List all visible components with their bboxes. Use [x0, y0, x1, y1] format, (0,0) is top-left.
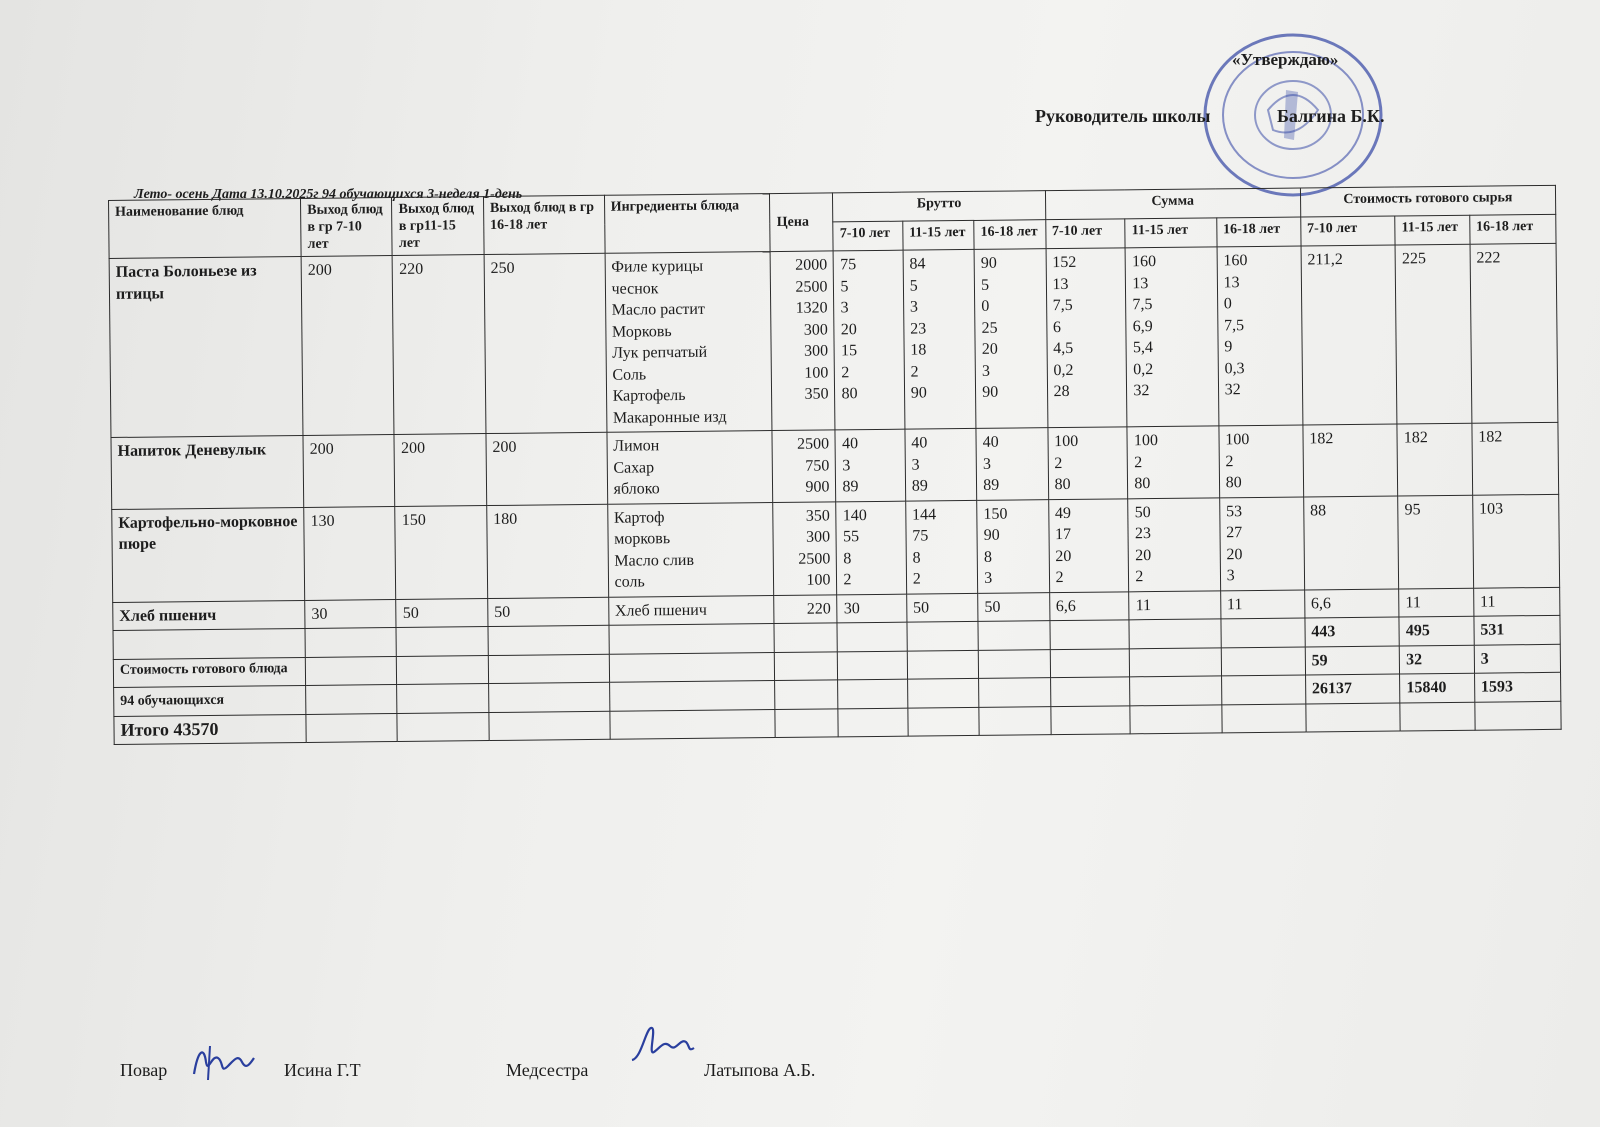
dish-brutto-11-15-line: 18	[910, 341, 927, 359]
dish-ingredients-line: Масло слив	[614, 551, 695, 570]
dish-brutto-7-10-line: 40	[841, 435, 859, 453]
dish-sum-7-10-line: 20	[1055, 547, 1072, 565]
dish-ingredients	[608, 595, 774, 625]
dish-ingredients-line: морковь	[614, 530, 671, 548]
dish-brutto-16-18	[974, 249, 1047, 429]
cook-name: Исина Г.Т	[284, 1060, 361, 1080]
dish-sum-7-10-line: 152	[1052, 253, 1077, 272]
dish-price-line: 350	[804, 385, 829, 403]
dish-sum-7-10	[1048, 498, 1129, 592]
dish-sum-16-18-line: 9	[1224, 338, 1233, 356]
dish-price-line: 300	[805, 528, 831, 546]
dish-price-line: 1320	[795, 299, 828, 317]
dish-brutto-16-18-line: 150	[983, 505, 1008, 523]
dish-row	[112, 494, 1560, 602]
dish-yield-7-10: 30	[305, 599, 397, 628]
dish-cost-raw-16-18: 11	[1473, 587, 1560, 616]
dish-cost-raw-11-15: 182	[1397, 423, 1472, 495]
dish-sum-7-10-line: 80	[1054, 475, 1071, 494]
dish-cost-raw-7-10: 211,2	[1301, 245, 1397, 425]
dish-sum-11-15-line: 5,4	[1132, 339, 1154, 357]
dish-brutto-7-10-line: 20	[840, 320, 857, 338]
dish-brutto-7-10-line: 3	[842, 456, 851, 474]
nurse-label: Медсестра	[506, 1060, 589, 1080]
dish-brutto-16-18	[977, 499, 1049, 593]
dish-brutto-7-10	[834, 250, 905, 430]
dish-brutto-7-10-line: 3	[840, 299, 849, 317]
dish-name: Паста Болоньезе из птицы	[109, 256, 303, 437]
dish-sum-16-18	[1217, 246, 1303, 426]
dish-brutto-11-15-line: 23	[910, 319, 927, 338]
dish-brutto-16-18	[978, 592, 1050, 621]
dish-cost-raw-11-15: 95	[1398, 495, 1474, 589]
dish-brutto-11-15-line: 40	[911, 434, 928, 452]
dish-sum-7-10-line: 28	[1053, 382, 1070, 401]
header-summa: Сумма	[1045, 188, 1300, 220]
dish-price-line: 2500	[795, 277, 828, 296]
header-dish: Наименование блюд	[109, 198, 302, 258]
header-brutto-11-15: 11-15 лет	[903, 220, 975, 250]
dish-brutto-7-10-line: 89	[842, 478, 859, 496]
grand-total: Итого 43570	[114, 714, 306, 745]
header-cost-7-10: 7-10 лет	[1300, 216, 1395, 246]
dish-ingredients	[605, 252, 773, 433]
dish-sum-11-15-line: 32	[1133, 382, 1150, 400]
dish-ingredients	[607, 431, 774, 504]
dish-brutto-7-10-line: 30	[843, 599, 860, 617]
dish-sum-11-15	[1125, 247, 1218, 427]
dish-sum-11-15-line: 13	[1132, 274, 1149, 292]
document-caption: Лето- осень Дата 13.10.2025г 94 обучающихся 3-неделя 1-день	[134, 187, 523, 202]
dish-brutto-7-10-line: 8	[843, 549, 852, 567]
approval-title: «Утверждаю»	[1232, 50, 1339, 69]
dish-brutto-11-15-line: 50	[912, 598, 930, 617]
dish-price-line: 2500	[796, 435, 830, 453]
dish-sum-7-10-line: 13	[1052, 275, 1069, 293]
dish-cost-label: Стоимость готового блюда	[113, 657, 305, 688]
dish-price-line: 100	[804, 363, 829, 382]
dish-brutto-16-18-line: 8	[983, 548, 993, 566]
dish-brutto-7-10-line: 2	[843, 571, 852, 589]
dish-brutto-11-15-line: 144	[912, 505, 937, 524]
dish-cost-raw-7-10: 88	[1303, 496, 1398, 590]
dish-sum-11-15	[1129, 590, 1221, 619]
dish-sum-7-10-line: 49	[1054, 504, 1071, 522]
dish-brutto-7-10	[837, 594, 907, 623]
students-total-16-18: 1593	[1474, 672, 1561, 701]
dish-brutto-11-15-line: 3	[909, 298, 919, 316]
raw-total-11-15: 495	[1399, 616, 1474, 645]
dish-cost-raw-11-15: 225	[1395, 244, 1471, 424]
header-yield-11-15: Выход блюд в гр11-15 лет	[392, 197, 484, 256]
raw-total-7-10: 443	[1305, 617, 1400, 646]
students-total-7-10: 26137	[1305, 674, 1400, 703]
dish-ingredients	[607, 502, 774, 597]
dish-brutto-11-15-line: 3	[911, 456, 920, 474]
nurse-signature	[628, 1022, 698, 1066]
menu-body	[109, 243, 1561, 744]
dish-price-line: 900	[805, 478, 830, 496]
header-cost-11-15: 11-15 лет	[1395, 215, 1470, 245]
dish-sum-16-18-line: 11	[1226, 595, 1243, 613]
dish-ingredients-line: Лук репчатый	[612, 343, 708, 362]
dish-sum-16-18-line: 160	[1223, 252, 1248, 270]
dish-price-line: 350	[805, 506, 830, 525]
header-yield-16-18: Выход блюд в гр 16-18 лет	[483, 195, 604, 254]
dish-brutto-11-15-line: 90	[910, 384, 927, 402]
dish-sum-7-10-line: 17	[1055, 525, 1072, 544]
dish-ingredients-line: Лимон	[613, 437, 660, 455]
dish-sum-11-15	[1127, 426, 1219, 498]
dish-ingredients-line: Филе курицы	[611, 257, 704, 276]
dish-price	[772, 430, 836, 502]
dish-sum-11-15-line: 20	[1135, 546, 1152, 564]
dish-cost-7-10: 59	[1305, 646, 1400, 675]
header-yield-7-10: Выход блюд в гр 7-10 лет	[301, 198, 393, 257]
dish-brutto-16-18-line: 90	[982, 383, 999, 401]
dish-sum-11-15-line: 2	[1134, 453, 1143, 471]
dish-brutto-16-18-line: 25	[981, 319, 998, 337]
dish-sum-11-15-line: 7,5	[1132, 296, 1153, 314]
dish-sum-16-18-line: 13	[1223, 273, 1240, 291]
dish-brutto-11-15-line: 75	[912, 527, 929, 545]
dish-sum-16-18-line: 80	[1225, 474, 1242, 492]
dish-sum-11-15-line: 80	[1134, 475, 1151, 493]
dish-sum-16-18-line: 32	[1224, 381, 1241, 399]
dish-brutto-16-18	[976, 428, 1048, 500]
dish-brutto-11-15-line: 8	[912, 549, 921, 567]
dish-ingredients-line: Соль	[612, 365, 647, 384]
dish-brutto-7-10-line: 75	[840, 256, 857, 274]
dish-cost-16-18: 3	[1474, 644, 1561, 673]
dish-price	[773, 501, 837, 595]
dish-brutto-7-10-line: 2	[841, 363, 850, 381]
dish-brutto-7-10-line: 140	[842, 506, 867, 524]
dish-yield-7-10: 130	[304, 506, 396, 600]
header-ingredients: Ингредиенты блюда	[604, 194, 770, 254]
dish-sum-7-10-line: 4,5	[1053, 339, 1074, 358]
dish-brutto-11-15	[906, 593, 978, 622]
dish-brutto-7-10-line: 55	[842, 528, 860, 546]
dish-brutto-7-10	[836, 501, 906, 595]
dish-sum-16-18-line: 53	[1225, 502, 1243, 520]
dish-price-line: 750	[805, 456, 830, 475]
dish-yield-7-10: 200	[303, 435, 395, 507]
dish-sum-7-10-line: 6	[1052, 318, 1062, 336]
dish-sum-16-18	[1220, 589, 1304, 618]
dish-brutto-16-18-line: 3	[984, 569, 993, 587]
dish-sum-7-10-line: 100	[1054, 432, 1079, 451]
dish-price-line: 300	[804, 342, 829, 360]
header-brutto-16-18: 16-18 лет	[974, 220, 1046, 250]
dish-ingredients-line: Морковь	[611, 322, 672, 341]
dish-brutto-16-18-line: 3	[982, 455, 992, 473]
dish-sum-7-10-line: 2	[1055, 569, 1064, 587]
dish-cost-raw-16-18: 222	[1470, 243, 1558, 423]
dish-sum-11-15-line: 50	[1134, 503, 1151, 521]
dish-price-line: 2000	[795, 256, 828, 274]
dish-brutto-16-18-line: 90	[983, 526, 1000, 544]
dish-cost-raw-11-15: 11	[1399, 588, 1474, 617]
dish-cost-raw-7-10: 6,6	[1304, 589, 1399, 618]
dish-sum-11-15-line: 100	[1133, 432, 1159, 450]
dish-sum-7-10	[1047, 427, 1128, 499]
dish-sum-7-10	[1049, 591, 1129, 620]
dish-brutto-11-15-line: 89	[911, 477, 928, 495]
dish-sum-16-18-line: 3	[1226, 567, 1235, 585]
dish-sum-7-10-line: 0,2	[1053, 361, 1074, 379]
dish-name: Хлеб пшенич	[113, 600, 305, 631]
dish-ingredients-line: Картофель	[612, 386, 686, 405]
dish-brutto-11-15-line: 84	[909, 255, 926, 273]
dish-cost-11-15: 32	[1399, 645, 1474, 674]
dish-price-line: 300	[803, 320, 828, 339]
dish-name: Напиток Деневулык	[111, 435, 304, 509]
dish-brutto-7-10-line: 15	[840, 342, 858, 360]
dish-brutto-16-18-line: 20	[981, 340, 998, 358]
dish-brutto-11-15-line: 5	[909, 277, 918, 295]
raw-total-16-18: 531	[1474, 615, 1561, 644]
dish-ingredients-line: яблоко	[613, 480, 660, 498]
header-cost-16-18: 16-18 лет	[1469, 214, 1556, 244]
dish-brutto-7-10	[835, 429, 905, 501]
approval-line	[1035, 106, 1384, 127]
dish-brutto-16-18-line: 0	[981, 297, 990, 315]
students-label: 94 обучающихся	[114, 685, 306, 716]
dish-name: Картофельно-морковное пюре	[112, 507, 305, 602]
header-brutto: Брутто	[833, 191, 1045, 222]
dish-cost-raw-16-18: 182	[1472, 422, 1559, 494]
dish-price-line: 2500	[798, 549, 831, 568]
dish-sum-16-18-line: 0,3	[1224, 359, 1245, 377]
dish-sum-16-18-line: 100	[1225, 431, 1250, 449]
dish-yield-11-15: 220	[393, 255, 486, 435]
dish-brutto-7-10-line: 80	[841, 385, 858, 403]
dish-sum-7-10-line: 2	[1054, 454, 1063, 472]
dish-brutto-16-18-line: 5	[981, 276, 990, 294]
dish-yield-16-18: 50	[488, 597, 609, 627]
nurse-name: Латыпова А.Б.	[704, 1060, 816, 1080]
dish-brutto-16-18-line: 89	[983, 476, 1000, 494]
dish-ingredients-line: чеснок	[611, 279, 659, 298]
dish-ingredients-line: соль	[614, 573, 645, 591]
header-brutto-7-10: 7-10 лет	[833, 221, 903, 251]
dish-yield-11-15: 200	[394, 434, 486, 506]
dish-sum-16-18-line: 2	[1225, 452, 1234, 470]
dish-sum-16-18	[1219, 496, 1304, 590]
dish-brutto-11-15-line: 2	[912, 570, 921, 588]
dish-brutto-11-15-line: 2	[910, 363, 919, 381]
dish-yield-7-10: 200	[301, 256, 394, 436]
approval-name: Балгина Б.К.	[1276, 106, 1385, 126]
dish-brutto-11-15	[905, 500, 977, 594]
dish-sum-11-15	[1128, 497, 1220, 591]
dish-ingredients-line: Масло растит	[611, 300, 706, 319]
dish-brutto-7-10-line: 5	[840, 277, 849, 295]
menu-table-wrapper	[108, 185, 1562, 745]
dish-sum-11-15-line: 6,9	[1132, 317, 1153, 335]
dish-price	[771, 251, 836, 431]
dish-brutto-11-15	[903, 249, 976, 429]
dish-ingredients-line: Хлеб пшенич	[614, 601, 707, 620]
dish-sum-16-18-line: 20	[1226, 545, 1243, 563]
cook-label: Повар	[120, 1060, 168, 1080]
header-price: Цена	[770, 193, 834, 252]
dish-ingredients-line: Сахар	[613, 458, 655, 477]
menu-table	[108, 185, 1562, 745]
approval-position: Руководитель школы	[1035, 106, 1211, 126]
dish-cost-raw-16-18: 103	[1472, 494, 1559, 588]
header-sum-16-18: 16-18 лет	[1216, 217, 1300, 247]
dish-yield-16-18: 180	[487, 504, 609, 598]
dish-sum-11-15-line: 0,2	[1133, 360, 1154, 378]
dish-ingredients-line: Макаронные изд	[612, 408, 727, 427]
dish-row	[109, 243, 1558, 437]
dish-brutto-11-15	[905, 428, 977, 500]
students-total-11-15: 15840	[1400, 673, 1475, 702]
dish-cost-raw-7-10: 182	[1303, 424, 1398, 496]
dish-yield-11-15: 50	[396, 598, 488, 627]
dish-sum-11-15-line: 11	[1135, 596, 1152, 614]
cook-signature	[188, 1040, 258, 1084]
dish-sum-11-15-line: 160	[1131, 253, 1157, 271]
dish-sum-7-10	[1046, 248, 1128, 428]
dish-yield-11-15: 150	[395, 505, 487, 599]
header-raw-cost: Стоимость готового сырья	[1300, 185, 1556, 217]
dish-sum-11-15-line: 23	[1134, 525, 1151, 543]
header-sum-11-15: 11-15 лет	[1125, 218, 1217, 248]
dish-ingredients-line: Картоф	[613, 508, 665, 527]
dish-sum-16-18-line: 7,5	[1223, 316, 1245, 334]
header-sum-7-10: 7-10 лет	[1045, 219, 1125, 249]
dish-sum-16-18	[1219, 425, 1304, 497]
dish-sum-16-18-line: 0	[1223, 295, 1232, 313]
dish-brutto-16-18-line: 50	[984, 598, 1001, 616]
dish-yield-16-18: 200	[486, 432, 607, 505]
dish-price-line: 220	[806, 599, 831, 618]
dish-sum-7-10-line: 6,6	[1055, 597, 1076, 615]
dish-sum-16-18-line: 27	[1226, 524, 1243, 542]
dish-yield-16-18: 250	[484, 253, 607, 433]
dish-brutto-16-18-line: 40	[982, 433, 999, 451]
dish-brutto-16-18-line: 90	[980, 254, 997, 272]
dish-brutto-16-18-line: 3	[981, 362, 991, 380]
dish-sum-11-15-line: 2	[1135, 568, 1144, 586]
dish-price	[774, 594, 837, 623]
dish-price-line: 100	[806, 571, 831, 589]
dish-sum-7-10-line: 7,5	[1052, 296, 1073, 315]
